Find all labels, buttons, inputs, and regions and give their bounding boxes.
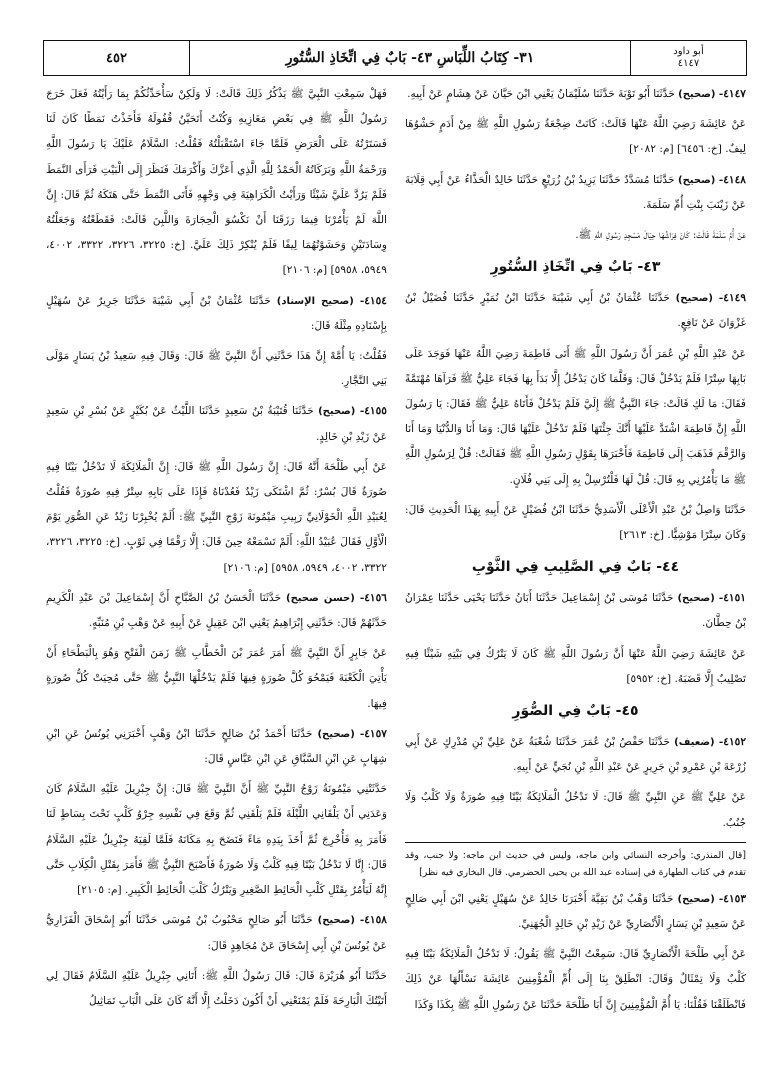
body-paragraph: فَهَلْ سَمِعْتِ النَّبِيَّ ﷺ يَذْكُرُ ذَلِكَ قَالَتْ: لَا وَلَكِنْ سَأُحَدِّثُكُمْ بِمَا رَأَيْتُهُ فَعَلَ خَرَجَ رَسُولُ اللَّهِ ﷺ فِي بَعْضِ مَغَازِيهِ وَكُنْتُ أَتَحَيَّنُ قُفُولَهُ فَأَخَذْتُ نَمَطًا كَانَ لَنَا فَسَتَرْتُهُ عَلَى الْعَرَضِ فَلَمَّا جَاءَ اسْتَقْبَلْتُهُ فَقُلْتُ: السَّلَامُ عَلَيْكَ يَا رَسُولَ اللَّهِ وَرَحْمَةُ اللَّهِ وَبَرَكَاتُهُ الْحَمْدُ لِلَّهِ الَّذِي أَعَزَّكَ وَأَكْرَمَكَ فَنَظَرَ إِلَى الْبَيْتِ فَرَأَى النَّمَطَ فَلَمْ يَرُدَّ عَلَيَّ شَيْئًا وَرَأَيْتُ الْكَرَاهِيَةَ فِي وَجْهِهِ فَأَتَى النَّمَطَ حَتَّى هَتَكَهُ ثُمَّ قَالَ: إِنَّ اللَّهَ لَمْ يَأْمُرْنَا فِيمَا رَزَقَنَا أَنْ نَكْسُوَ الْحِجَارَةَ وَاللَّبِنَ قَالَتْ: فَقَطَعْتُهُ وَجَعَلْتُهُ وِسَادَتَيْنِ وَحَشَوْتُهُمَا لِيفًا فَلَمْ يُنْكِرْ ذَلِكَ عَلَيَّ. [خ: ٣٢٢٥، ٣٢٢٦، ٣٣٢٢، ٤٠٠٢، ٥٩٤٩، ٥٩٥٨] [م: ٢١٠٦] [46, 88, 387, 277]
hadith-grade: (صحيح) [678, 174, 716, 186]
page-header [43, 40, 747, 76]
hadith-range: ٤١٤٧ [677, 58, 700, 69]
body-paragraph: حَدَّثَنَا أَبُو هُرَيْرَةَ قَالَ: قَالَ رَسُولُ اللَّهِ ﷺ: أَتَانِي جِبْرِيلُ عَلَيْهِ السَّلَامُ فَقَالَ لِي أَتَيْتُكَ الْبَارِحَةَ فَلَمْ يَمْنَعْنِي أَنْ أَكُونَ دَخَلْتُ إِلَّا أَنَّهُ كَانَ عَلَى الْبَابِ تَمَاثِيلُ [46, 969, 387, 1007]
hadith-number: ٤١٥٦- [359, 591, 387, 604]
hadith-grade: (صحيح الإسناد) [276, 295, 354, 307]
body-paragraph: عَنْ عَائِشَةَ رَضِيَ اللَّهُ عَنْهَا أَنَّ رَسُولَ اللَّهِ ﷺ كَانَ لَا يَتْرُكُ فِي بَيْتِهِ شَيْئًا فِيهِ تَصْلِيبٌ إِلَّا قَضَبَهُ. [خ: ٥٩٥٢] [405, 647, 746, 685]
hadith-number: ٤١٤٩- [718, 292, 746, 305]
hadith-grade: (صحيح) [677, 593, 715, 605]
hadith-grade: (صحيح) [317, 728, 355, 740]
hadith-text: حَدَّثَنَا أَحْمَدُ بْنُ صَالِحٍ حَدَّثَنَا ابْنُ وَهْبٍ أَخْبَرَنِي يُونُسُ عَنِ ابْنِ شِهَابٍ عَنِ ابْنِ السَّبَّاقِ عَنِ ابْنِ عَبَّاسٍ قَالَ: [46, 727, 387, 766]
hadith-number: ٤١٤٨- [718, 173, 746, 186]
hadith-paragraph [405, 730, 746, 780]
hadith-paragraph [46, 908, 387, 958]
body-paragraph: عَنْ عَلِيٍّ ﷺ عَنِ النَّبِيِّ ﷺ قَالَ: لَا تَدْخُلُ الْمَلَائِكَةُ بَيْتًا فِيهِ صُورَةٌ وَلَا كَلْبٌ وَلَا جُنُبٌ. [405, 791, 746, 829]
hadith-text: حَدَّثَنَا عُثْمَانُ بْنُ أَبِي شَيْبَةَ حَدَّثَنَا جَرِيرٌ عَنْ سُهَيْلٍ بِإِسْنَادِهِ مِثْلَهُ قَالَ: [46, 294, 387, 332]
hadith-text: حَدَّثَنَا مُوسَى بْنُ إِسْمَاعِيلَ حَدَّثَنَا أَبَانُ حَدَّثَنَا يَحْيَى حَدَّثَنَا عِمْرَانُ بْنُ حِطَّانَ. [405, 592, 746, 630]
hadith-paragraph [405, 82, 746, 107]
hadith-text: حَدَّثَنَا حَفْصُ بْنُ عُمَرَ حَدَّثَنَا شُعْبَةُ عَنْ عَلِيِّ بْنِ مُدْرِكٍ عَنْ أَبِي زُرْعَةَ بْنِ عَمْرِو بْنِ جَرِيرٍ عَنْ عَبْدِ اللَّهِ بْنِ نُجَيٍّ عَنْ أَبِيهِ. [405, 736, 746, 774]
text-columns [46, 82, 746, 1077]
hadith-paragraph [405, 586, 746, 636]
hadith-text: حَدَّثَنَا قُتَيْبَةُ بْنُ سَعِيدٍ حَدَّثَنَا اللَّيْثُ عَنْ بُكَيْرٍ عَنْ بُسْرِ بْنِ سَعِيدٍ عَنْ زَيْدِ بْنِ خَالِدٍ. [46, 405, 387, 443]
running-title: ٣١- كِتَابُ اللِّبَاسِ ٤٣- بَابٌ فِي اتِّخَاذِ السُّتُورِ [190, 41, 631, 75]
left-column [46, 82, 387, 1077]
hadith-number: ٤١٥٣- [718, 892, 746, 905]
hadith-text: حَدَّثَنَا أَبُو صَالِحٍ مَحْبُوبُ بْنُ مُوسَى حَدَّثَنَا أَبُو إِسْحَاقَ الْفَزَارِيُّ عَنْ يُونُسَ بْنِ أَبِي إِسْحَاقَ عَنْ مُجَاهِدٍ قَالَ: [46, 914, 387, 952]
body-paragraph: عَنْ عَبْدِ اللَّهِ بْنِ عُمَرَ أَنَّ رَسُولَ اللَّهِ ﷺ أَتَى فَاطِمَةَ رَضِيَ اللَّهُ عَنْهَا فَوَجَدَ عَلَى بَابِهَا سِتْرًا فَلَمْ يَدْخُلْ قَالَ: وَقَلَّمَا كَانَ يَدْخُلُ إِلَّا بَدَأَ بِهَا فَجَاءَ عَلِيٌّ ﷺ فَرَآهَا مُهْتَمَّةً فَقَالَ: مَا لَكِ قَالَتْ: جَاءَ النَّبِيُّ ﷺ إِلَيَّ فَلَمْ يَدْخُلْ فَأَتَاهُ عَلِيٌّ ﷺ فَقَالَ: يَا رَسُولَ اللَّهِ إِنَّ فَاطِمَةَ اشْتَدَّ عَلَيْهَا أَنَّكَ جِئْتَهَا فَلَمْ تَدْخُلْ عَلَيْهَا قَالَ: وَمَا أَنَا وَالدُّنْيَا وَمَا أَنَا وَالرَّقْمَ فَذَهَبَ إِلَى فَاطِمَةَ فَأَخْبَرَهَا بِقَوْلِ رَسُولِ اللَّهِ ﷺ فَقَالَتْ: قُلْ لِرَسُولِ اللَّهِ ﷺ مَا يَأْمُرُنِي بِهِ قَالَ: قُلْ لَهَا فَلْتُرْسِلْ بِهِ إِلَى بَنِي فُلَانٍ. [405, 347, 746, 486]
hadith-text: حَدَّثَنَا الْحَسَنُ بْنُ الصَّبَّاحِ أَنَّ إِسْمَاعِيلَ بْنَ عَبْدِ الْكَرِيمِ حَدَّثَهُمْ قَالَ: حَدَّثَنِي إِبْرَاهِيمُ يَعْنِي ابْنَ عَقِيلٍ عَنْ أَبِيهِ عَنْ وَهْبِ بْنِ مُنَبِّهٍ. [46, 591, 387, 630]
hadith-text: حَدَّثَنَا أَبُو تَوْبَةَ حَدَّثَنَا سُلَيْمَانُ يَعْنِي ابْنَ حَيَّانَ عَنْ هِشَامٍ عَنْ أَبِيهِ. [407, 88, 675, 100]
footnote: [قال المنذري: وأخرجه النسائي وابن ماجه، وليس في حديث ابن ماجه: ولا جنب، وقد تقدم في كتاب الطهارة في إسناده عبد الله بن يحيى الحضرمي. قال البخاري فيه نظر] [405, 842, 746, 881]
hadith-text: حَدَّثَنَا عُثْمَانُ بْنُ أَبِي شَيْبَةَ حَدَّثَنَا ابْنُ نُمَيْرٍ حَدَّثَنَا فُضَيْلُ بْنُ غَزْوَانَ عَنْ نَافِعٍ. [405, 292, 746, 330]
body-paragraph: عَنْ أُمِّ سَلَمَةَ قَالَتْ: كَانَ فِرَاشُهَا حِيَالَ مَسْجِدِ رَسُولِ اللَّهِ ﷺ. [575, 229, 746, 242]
body-paragraph: حَدَّثَتْنِي مَيْمُونَةُ زَوْجُ النَّبِيِّ ﷺ أَنَّ النَّبِيَّ ﷺ قَالَ: إِنَّ جِبْرِيلَ عَلَيْهِ السَّلَامُ كَانَ وَعَدَنِي أَنْ يَلْقَانِي اللَّيْلَةَ فَلَمْ يَلْقَنِي ثُمَّ وَقَعَ فِي نَفْسِهِ جِرْوُ كَلْبٍ تَحْتَ بِسَاطٍ لَنَا فَأَمَرَ بِهِ فَأُخْرِجَ ثُمَّ أَخَذَ بِيَدِهِ مَاءً فَنَضَحَ بِهِ مَكَانَهُ فَلَمَّا لَقِيَهُ جِبْرِيلُ عَلَيْهِ السَّلَامُ قَالَ: إِنَّا لَا نَدْخُلُ بَيْتًا فِيهِ كَلْبٌ وَلَا صُورَةٌ فَأَصْبَحَ النَّبِيُّ ﷺ فَأَمَرَ بِقَتْلِ الْكِلَابِ حَتَّى إِنَّهُ لَيَأْمُرُ بِقَتْلِ كَلْبِ الْحَائِطِ الصَّغِيرِ وَيَتْرُكُ كَلْبَ الْحَائِطِ الْكَبِيرِ. [م: ٢١٠٥] [46, 783, 387, 897]
hadith-paragraph [405, 887, 746, 937]
chapter-title: ٤٤- بَابٌ فِي الصَّلِيبِ فِي الثَّوْبِ [471, 559, 680, 576]
body-paragraph: عَنْ عَائِشَةَ رَضِيَ اللَّهُ عَنْهَا قَالَتْ: كَانَتْ ضِجْعَةُ رَسُولِ اللَّهِ ﷺ مِنْ أَدَمٍ حَشْوُهَا لِيفٌ. [خ: ٦٤٥٦] [م: ٢٠٨٢] [405, 118, 746, 156]
hadith-grade: (صحيح) [677, 893, 715, 905]
hadith-paragraph [46, 722, 387, 772]
hadith-paragraph [46, 289, 387, 339]
hadith-number: ٤١٥٢- [718, 736, 746, 749]
hadith-grade: (صحيح) [675, 293, 713, 305]
chapter-title: ٤٣- بَابٌ فِي اتِّخَاذِ السُّتُورِ [490, 259, 661, 276]
hadith-paragraph [46, 586, 387, 636]
hadith-grade: (حسن صحيح) [286, 592, 355, 604]
right-column [405, 82, 746, 1077]
hadith-paragraph [405, 286, 746, 336]
body-paragraph: عَنْ أَبِي طَلْحَةَ الْأَنْصَارِيِّ قَالَ: سَمِعْتُ النَّبِيَّ ﷺ يَقُولُ: لَا تَدْخُلُ الْمَلَائِكَةُ بَيْتًا فِيهِ كَلْبٌ وَلَا تِمْثَالٌ وَقَالَ: انْطَلِقْ بِنَا إِلَى أُمِّ الْمُؤْمِنِينَ عَائِشَةَ نَسْأَلُهَا عَنْ ذَلِكَ فَانْطَلَقْنَا فَقُلْنَا: يَا أُمَّ الْمُؤْمِنِينَ إِنَّ أَبَا طَلْحَةَ حَدَّثَنَا عَنْ رَسُولِ اللَّهِ ﷺ بِكَذَا وَكَذَا [405, 948, 746, 1011]
hadith-grade: (صحيح) [317, 915, 355, 927]
hadith-paragraph [46, 399, 387, 449]
hadith-text: حَدَّثَنَا مُسَدَّدٌ حَدَّثَنَا يَزِيدُ بْنُ زُرَيْعٍ حَدَّثَنَا خَالِدٌ الْحَذَّاءُ عَنْ أَبِي قِلَابَةَ عَنْ زَيْنَبَ بِنْتِ أُمِّ سَلَمَةَ. [405, 173, 746, 211]
hadith-text: حَدَّثَنَا وَهْبُ بْنُ بَقِيَّةَ أَخْبَرَنَا خَالِدٌ عَنْ سُهَيْلٍ يَعْنِي ابْنَ أَبِي صَالِحٍ عَنْ سَعِيدِ بْنِ يَسَارٍ الْأَنْصَارِيِّ عَنْ زَيْدِ بْنِ خَالِدٍ الْجُهَنِيِّ. [405, 892, 746, 931]
book-label [631, 41, 746, 75]
hadith-grade: (صحيح) [318, 406, 356, 418]
hadith-number: ٤١٤٧- [718, 88, 746, 100]
page-number: ٤٥٢ [44, 41, 190, 75]
body-paragraph: عَنْ جَابِرٍ أَنَّ النَّبِيَّ ﷺ أَمَرَ عُمَرَ بْنَ الْخَطَّابِ ﷺ زَمَنَ الْفَتْحِ وَهُوَ بِالْبَطْحَاءِ أَنْ يَأْتِيَ الْكَعْبَةَ فَيَمْحُوَ كُلَّ صُورَةٍ فِيهَا فَلَمْ يَدْخُلْهَا النَّبِيُّ ﷺ حَتَّى مُحِيَتْ كُلُّ صُورَةٍ فِيهَا. [46, 647, 387, 710]
body-paragraph: عَنْ أَبِي طَلْحَةَ أَنَّهُ قَالَ: إِنَّ رَسُولَ اللَّهِ ﷺ قَالَ: إِنَّ الْمَلَائِكَةَ لَا تَدْخُلُ بَيْتًا فِيهِ صُورَةٌ قَالَ بُسْرٌ: ثُمَّ اشْتَكَى زَيْدٌ فَعُدْنَاهُ فَإِذَا عَلَى بَابِهِ سِتْرٌ فِيهِ صُورَةٌ فَقُلْتُ لِعُبَيْدِ اللَّهِ الْخَوْلَانِيِّ رَبِيبِ مَيْمُونَةَ زَوْجِ النَّبِيِّ ﷺ: أَلَمْ يُخْبِرْنَا زَيْدٌ عَنِ الصُّوَرِ يَوْمَ الْأَوَّلِ فَقَالَ عُبَيْدُ اللَّهِ: أَلَمْ تَسْمَعْهُ حِينَ قَالَ: إِلَّا رَقْمًا فِي ثَوْبٍ. [خ: ٣٢٢٥، ٣٢٢٦، ٣٣٢٢، ٤٠٠٢، ٥٩٤٩، ٥٩٥٨] [م: ٢١٠٦] [46, 460, 387, 574]
hadith-grade: (صحيح) [678, 89, 716, 100]
hadith-number: ٤١٥٥- [359, 405, 387, 418]
book-name: أبو داود [673, 46, 704, 57]
chapter-title: ٤٥- بَابٌ فِي الصُّوَرِ [512, 703, 639, 720]
body-paragraph: فَقُلْتُ: يَا أُمَّهْ إِنَّ هَذَا حَدَّثَنِي أَنَّ النَّبِيَّ ﷺ قَالَ: وَقَالَ فِيهِ سَعِيدُ بْنُ يَسَارٍ مَوْلَى بَنِي النَّجَّارِ. [46, 350, 387, 388]
hadith-number: ٤١٥٤- [359, 294, 387, 307]
hadith-grade: (ضعيف) [674, 737, 715, 749]
body-paragraph: حَدَّثَنَا وَاصِلُ بْنُ عَبْدِ الْأَعْلَى الْأَسَدِيُّ حَدَّثَنَا ابْنُ فُضَيْلٍ عَنْ أَبِيهِ بِهَذَا الْحَدِيثِ قَالَ: وَكَانَ سِتْرًا مَوْشِيًّا. [خ: ٢٦١٣] [405, 503, 746, 542]
hadith-number: ٤١٥٨- [359, 914, 387, 927]
hadith-number: ٤١٥٧- [359, 727, 387, 740]
hadith-paragraph [405, 168, 746, 218]
hadith-number: ٤١٥١- [718, 592, 746, 605]
